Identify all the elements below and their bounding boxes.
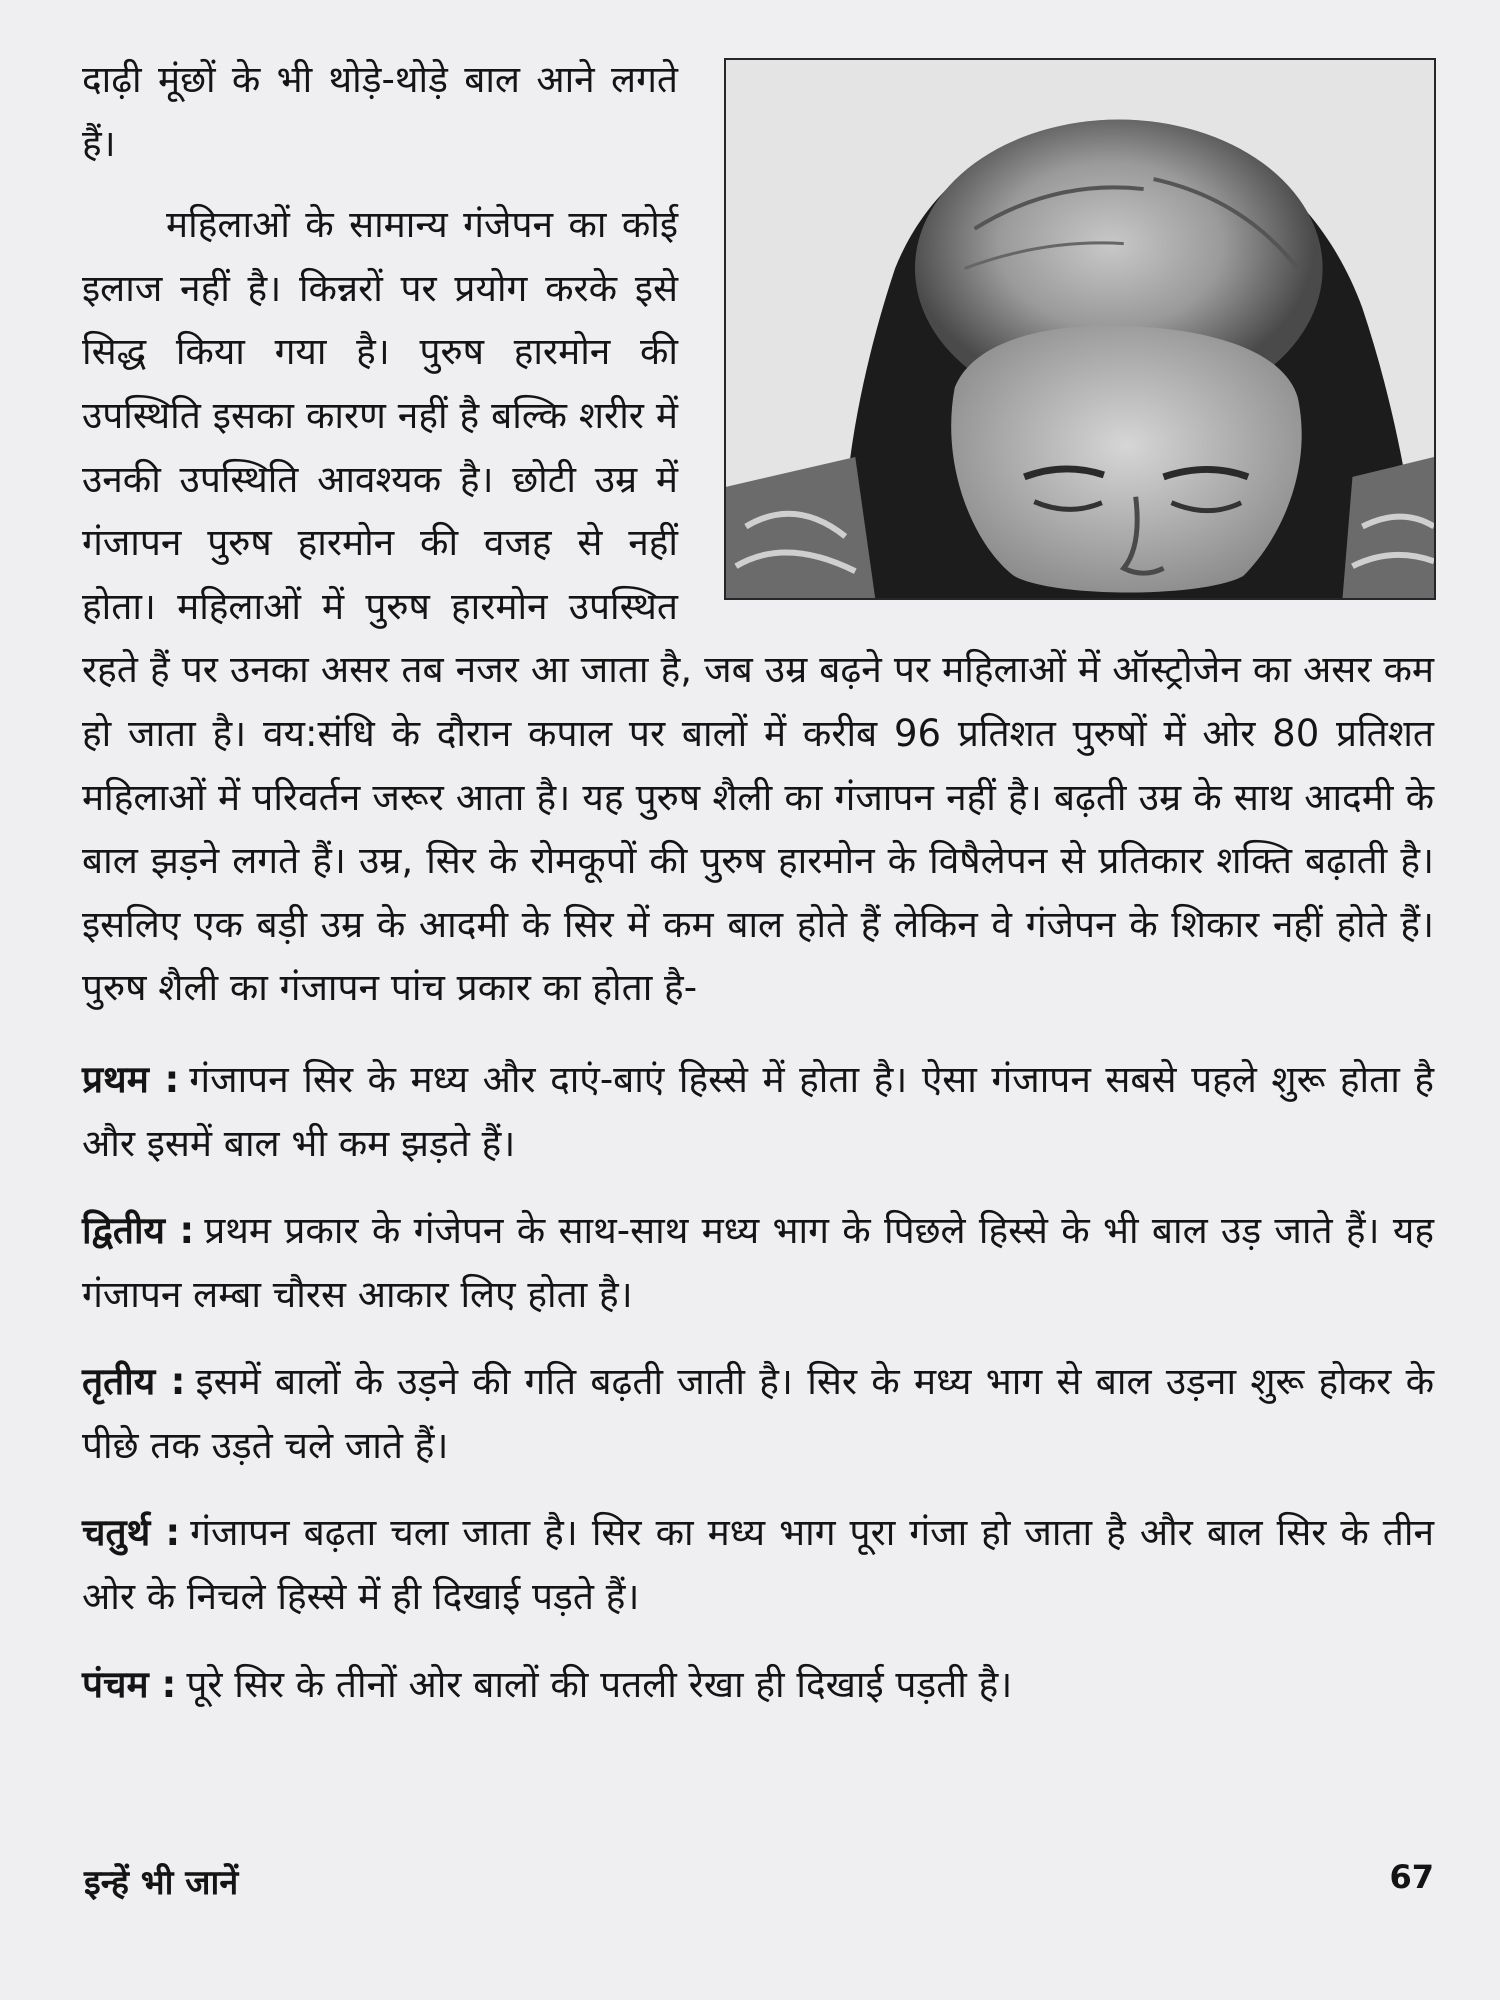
type-term: तृतीय : [82, 1360, 186, 1404]
list-item [82, 1350, 1434, 1477]
type-description: इसमें बालों के उड़ने की गति बढ़ती जाती है। सिर के मध्य भाग से बाल उड़ना शुरू होकर के पीछे तक उड़ते चले जाते हैं। [82, 1360, 1434, 1467]
photo-woman-hair-thinning [724, 58, 1436, 600]
main-paragraph: महिलाओं के सामान्य गंजेपन का कोई इलाज नहीं है। किन्नरों पर प्रयोग करके इसे सिद्ध किया गया है। पुरुष हारमोन की उपस्थिति इसका कारण नहीं है बल्कि शरीर में उनकी उपस्थिति आवश्यक है। छोटी उम्र में गंजापन पुरुष हारमोन की वजह से नहीं होता। महिलाओं में पुरुष हारमोन उपस्थित रहते हैं पर उनका असर तब नजर आ जाता है, जब उम्र बढ़ने पर महिलाओं में ऑस्ट्रोजेन का असर कम हो जाता है। वय:संधि के दौरान कपाल पर बालों में करीब 96 प्रतिशत पुरुषों में ओर 80 प्रतिशत महिलाओं में परिवर्तन जरूर आता है। यह पुरुष शैली का गंजापन नहीं है। बढ़ती उम्र के साथ आदमी के बाल झड़ने लगते हैं। उम्र, सिर के रोमकूपों की पुरुष हारमोन के विषैलेपन से प्रतिकार शक्ति बढ़ाती है। इसलिए एक बड़ी उम्र के आदमी के सिर में कम बाल होते हैं लेकिन वे गंजेपन के शिकार नहीं होते हैं। पुरुष शैली का गंजापन पांच प्रकार का होता है- [82, 203, 1434, 1010]
list-item [82, 1199, 1434, 1326]
type-description: प्रथम प्रकार के गंजेपन के साथ-साथ मध्य भाग के पिछले हिस्से के भी बाल उड़ जाते हैं। यह गंजापन लम्बा चौरस आकार लिए होता है। [82, 1209, 1434, 1316]
list-item [82, 1653, 1434, 1717]
type-term: द्वितीय : [82, 1209, 195, 1253]
list-item [82, 1501, 1434, 1628]
body-text [82, 48, 1434, 1740]
photo-illustration [726, 60, 1434, 598]
type-term: प्रथम : [82, 1057, 180, 1101]
page-number: 67 [1389, 1858, 1434, 1896]
type-term: पंचम : [82, 1662, 177, 1706]
intro-paragraph: दाढ़ी मूंछों के भी थोड़े-थोड़े बाल आने लगते हैं। [82, 58, 678, 165]
type-term: चतुर्थ : [82, 1511, 181, 1555]
footer-book-title: इन्हें भी जानें [84, 1863, 239, 1903]
type-description: गंजापन बढ़ता चला जाता है। सिर का मध्य भाग पूरा गंजा हो जाता है और बाल सिर के तीन ओर के निचले हिस्से में ही दिखाई पड़ते हैं। [82, 1511, 1435, 1619]
list-item [82, 1048, 1434, 1175]
baldness-types-list [82, 1048, 1434, 1716]
type-description: पूरे सिर के तीनों ओर बालों की पतली रेखा ही दिखाई पड़ती है। [186, 1662, 1013, 1706]
type-description: गंजापन सिर के मध्य और दाएं-बाएं हिस्से में होता है। ऐसा गंजापन सबसे पहले शुरू होता है और इसमें बाल भी कम झड़ते हैं। [82, 1057, 1434, 1165]
